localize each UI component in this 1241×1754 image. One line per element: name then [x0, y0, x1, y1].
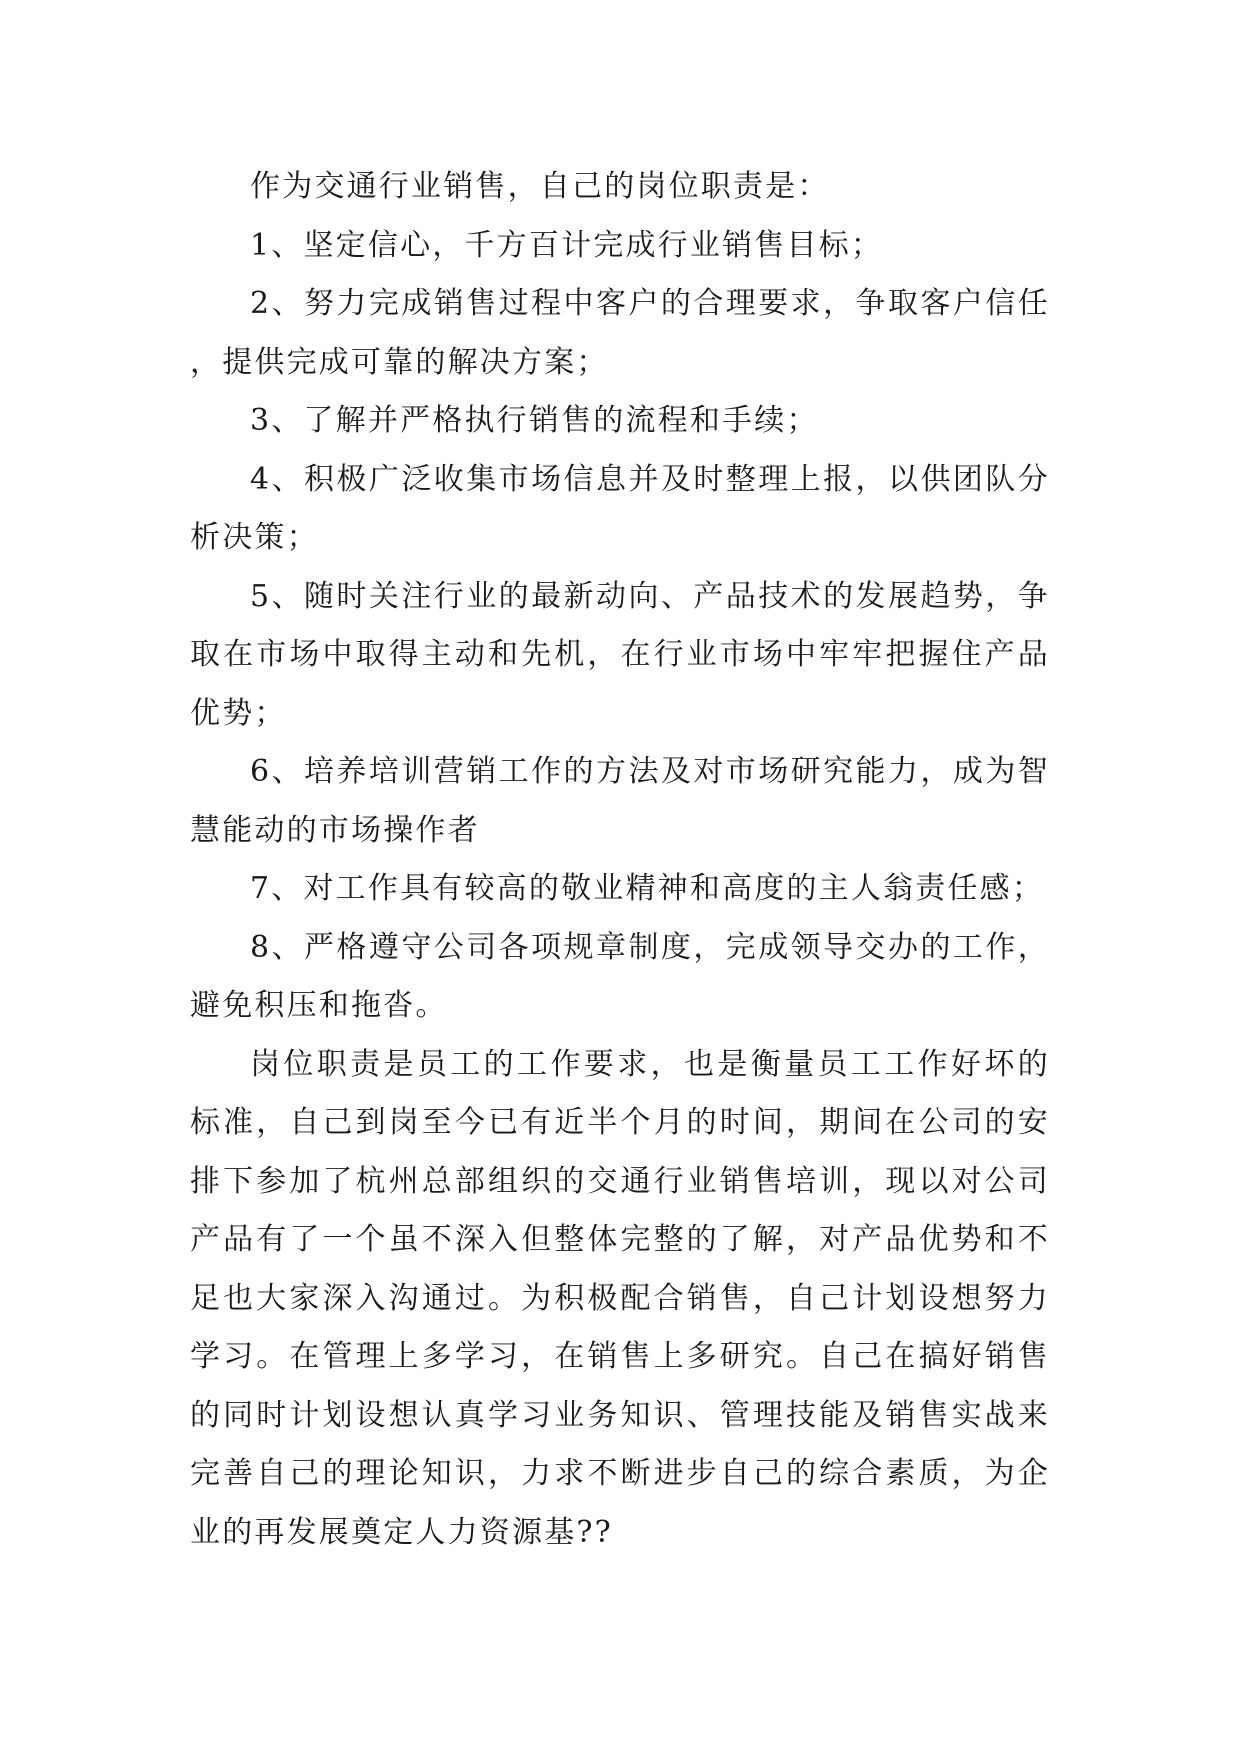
paragraph-duty-5: 5、随时关注行业的最新动向、产品技术的发展趋势，争取在市场中取得主动和先机，在行业市场中牢牢把握住产品优势； [190, 578, 1050, 731]
document-body [190, 158, 1050, 1562]
paragraph-duty-6: 6、培养培训营销工作的方法及对市场研究能力，成为智慧能动的市场操作者 [190, 754, 1050, 848]
paragraph-summary: 岗位职责是员工的工作要求，也是衡量员工工作好坏的标准，自己到岗至今已有近半个月的时间，期间在公司的安排下参加了杭州总部组织的交通行业销售培训，现以对公司产品有了一个虽不深入但整体完整的了解，对产品优势和不足也大家深入沟通过。为积极配合销售，自己计划设想努力学习。在管理上多学习，在销售上多研究。自己在搞好销售的同时计划设想认真学习业务知识、管理技能及销售实战来完善自己的理论知识，力求不断进步自己的综合素质，为企业的再发展奠定人力资源基?? [190, 1046, 1050, 1550]
paragraph-duty-4: 4、积极广泛收集市场信息并及时整理上报，以供团队分析决策； [190, 461, 1050, 555]
paragraph-duty-2: 2、努力完成销售过程中客户的合理要求，争取客户信任，提供完成可靠的解决方案； [190, 286, 1050, 380]
paragraph-duty-3: 3、了解并严格执行销售的流程和手续； [250, 403, 819, 438]
paragraph-duty-8: 8、严格遵守公司各项规章制度，完成领导交办的工作，避免积压和拖沓。 [190, 929, 1050, 1023]
paragraph-intro: 作为交通行业销售，自己的岗位职责是： [250, 169, 830, 204]
paragraph-duty-7: 7、对工作具有较高的敬业精神和高度的主人翁责任感； [250, 871, 1045, 906]
paragraph-duty-1: 1、坚定信心，千方百计完成行业销售目标； [250, 227, 884, 263]
